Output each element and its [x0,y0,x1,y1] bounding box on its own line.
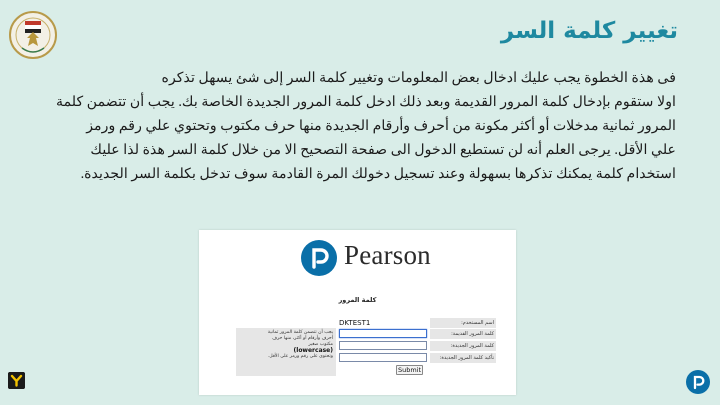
confirm-password-input[interactable] [339,353,427,362]
submit-button[interactable]: Submit [397,366,422,374]
ministry-emblem-icon [8,8,58,66]
username-value: DKTEST1 [339,319,371,327]
username-label: اسم المستخدم: [430,318,496,328]
hint-line: أحرف وأرقام أو أكثر، منها حرف [272,336,333,341]
instruction-line: اولا ستقوم بإدخال كلمة المرور القديمة وبعد ذلك ادخل كلمة المرور الجديدة الخاصة بك. يجب أن تتضمن كلمة [56,94,676,110]
pearson-logo-icon [301,240,337,276]
instruction-line: علي الأقل. يرجى العلم أنه لن تستطيع الدخول الى صفحة التصحيح الا من خلال كلمة السر هذة لذا عليك [90,142,676,158]
hint-line: (lowercase) [293,347,333,354]
change-password-screenshot [199,230,516,395]
new-password-input[interactable] [339,341,427,350]
instruction-line: استخدام كلمة يمكنك تذكرها بسهولة وعند تسجيل دخولك المرة القادمة سوف تدخل بكلمة السر الجديدة. [80,166,676,182]
old-password-input[interactable] [339,329,427,338]
y-logo-icon [8,372,25,389]
pearson-p-icon [686,370,710,394]
instruction-line: المرور ثمانية مدخلات أو أكثر مكونة من أحرف وأرقام الجديدة منها حرف مكتوب وتحتوي علي رقم ورمز [86,118,676,134]
confirm-password-label: تأكيد كلمة المرور الجديدة: [430,353,496,363]
password-hint [236,328,336,376]
old-password-label: كلمة المرور القديمة: [430,329,496,339]
hint-line: مكتوب صغير [308,342,333,347]
pearson-brand-name: Pearson [344,240,431,270]
hint-line: وتحتوي على رقم ورمز على الأقل. [267,354,333,359]
new-password-label: كلمة المرور الجديدة: [430,341,496,351]
hint-line: يجب أن تتضمن كلمة المرور ثمانية [267,330,333,335]
instruction-line: فى هذة الخطوة يجب عليك ادخال بعض المعلومات وتغيير كلمة السر إلى شئ يسهل تذكره [161,70,676,86]
form-title: كلمة المرور [338,296,377,304]
slide-title: تغيير كلمة السر [500,18,678,44]
instructions-text [44,66,676,186]
